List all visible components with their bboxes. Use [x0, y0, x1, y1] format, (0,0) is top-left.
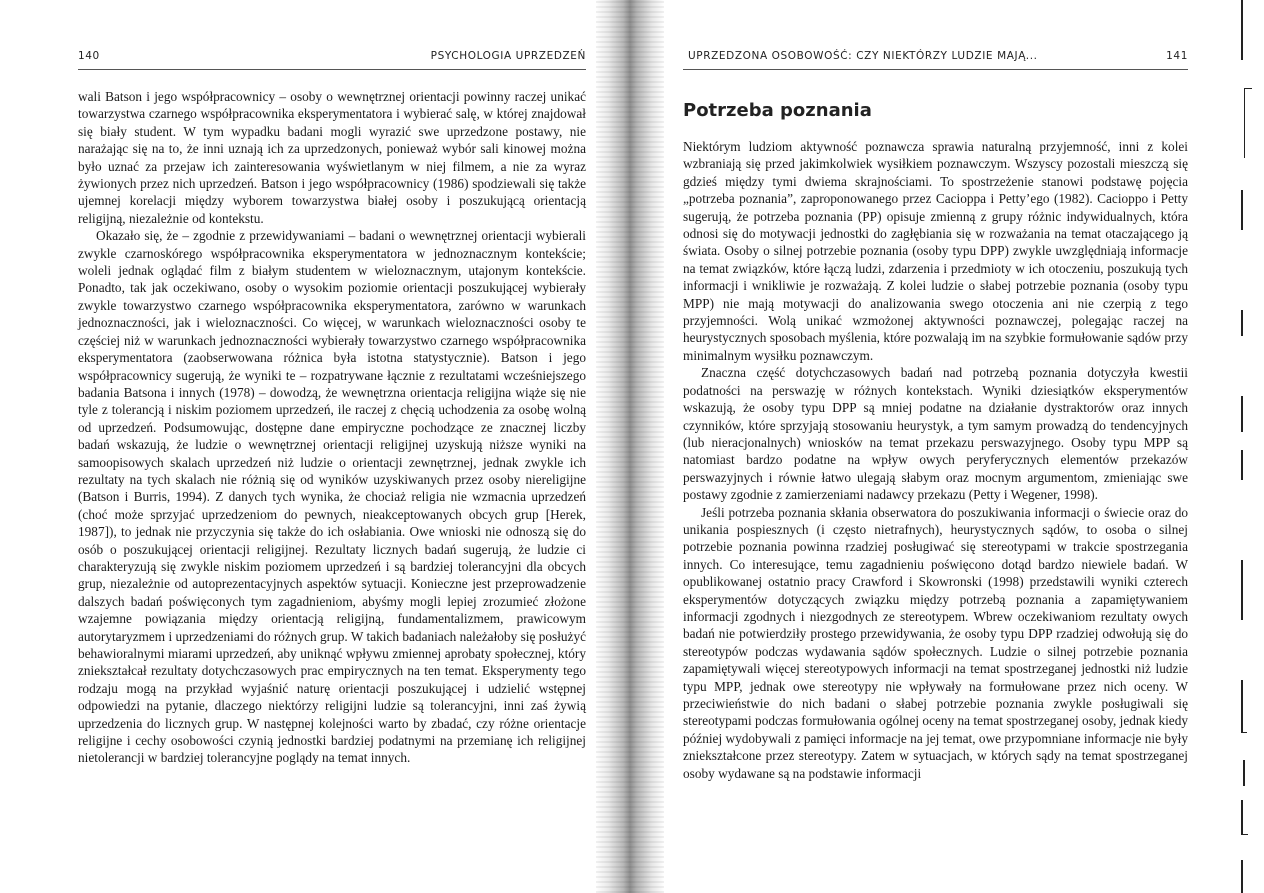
- right-header-rule: [683, 69, 1188, 70]
- margin-mark: [1241, 680, 1243, 732]
- margin-mark: [1241, 800, 1243, 834]
- margin-mark: [1241, 0, 1243, 60]
- right-paragraph-2: Znaczna część dotychczasowych badań nad potrzebą poznania dotyczyła kwestii podatności na perswazję w różnych kontekstach. Wyniki dziesiątków eksperymentów wskazują, że osoby typu DPP są mniej podatne na działanie dystraktorów oraz innych czynników, które sprzyjają stosowaniu heurystyk, a tym samym prowadzą do tendencyjnych (lub nieracjonalnych) wniosków na temat przekazu perswazyjnego. Osoby typu MPP są natomiast bardzo podatne na wpływ owych peryferycznych elementów przekazów perswazyjnych i równie łatwo ulegają słabym oraz mocnym argumentom, zmieniając swe postawy zgodnie z zamierzeniami nadawcy przekazu (Petty i Wegener, 1998).: [683, 365, 1188, 503]
- right-paragraph-1: Niektórym ludziom aktywność poznawcza sprawia naturalną przyjemność, inni z kolei wzbraniają się przed jakimkolwiek wysiłkiem poznawczym. Wszyscy pozostali mieszczą się gdzieś między tymi dwiema skrajnościami. To spostrzeżenie stanowi podstawę pojęcia „potrzeba poznania”, zaproponowanego przez Cacioppa i Petty’ego (1982). Cacioppo i Petty sugerują, że potrzeba poznania (PP) opisuje zmienną z grupy różnic indywidualnych, która odnosi się do motywacji jednostki do zagłębiania się w rozważania na temat otaczającego ją świata. Osoby o silnej potrzebie poznania (osoby typu DPP) zwykle uwzględniają informacje na temat związków, które łączą ludzi, zdarzenia i przedmioty w ich otoczeniu, poszukują tych informacji i wnikliwie je rozważają. Z kolei ludzie o słabej potrzebie poznania (osoby typu MPP) nie mają motywacji do analizowania swego otoczenia ani nie czerpią z tego przyjemności. Wolą unikać wzmożonej aktywności poznawczej, polegając raczej na heurystycznych sposobach myślenia, które pozwalają im na szybkie formułowanie sądów przy minimalnym wysiłku poznawczym.: [683, 139, 1188, 363]
- margin-mark: [1241, 396, 1243, 432]
- left-page: [0, 0, 600, 893]
- margin-mark: [1241, 834, 1248, 835]
- right-body-text: [683, 138, 1188, 782]
- section-heading: Potrzeba poznania: [683, 100, 872, 121]
- margin-mark: [1244, 88, 1252, 89]
- left-paragraph-1: wali Batson i jego współpracownicy – osoby o wewnętrznej orientacji powinny raczej unikać towarzystwa czarnego współpracownika eksperymentatora i wybierać salę, w której znajdował się biały student. W tym wypadku badani mogli wyrazić swe uprzedzone postawy, nie narażając się na to, że inni uznają ich za uprzedzonych, ponieważ wybór sali kinowej można było uznać za przejaw ich zainteresowania wyświetlanym w niej filmem, a nie za wyraz żywionych przez nich uprzedzeń. Batson i jego współpracownicy (1986) spodziewali się także ujemnej korelacji między wyborem towarzystwa białej osoby i poszukującą orientacją religijną, niezależnie od kontekstu.: [78, 89, 586, 226]
- margin-mark: [1241, 450, 1243, 480]
- book-gutter: [596, 0, 664, 893]
- margin-mark: [1241, 310, 1243, 336]
- scan-margin-marks: [1210, 0, 1264, 893]
- margin-mark: [1244, 88, 1245, 158]
- right-paragraph-3: Jeśli potrzeba poznania skłania obserwatora do poszukiwania informacji o świecie oraz do unikania pospiesznych (i często nietrafnych), heurystycznych sądów, to osoba o silnej potrzebie poznania powinna rzadziej posługiwać się stereotypami w trakcie spostrzegania innych. Co interesujące, temu zagadnieniu poświęcono dotąd bardzo niewiele badań. W opublikowanej ostatnio pracy Crawford i Skowronski (1998) przedstawili wyniki czterech eksperymentów dotyczących związku między potrzebą poznania a zapamiętywaniem informacji zgodnych i niezgodnych ze stereotypem. Wbrew oczekiwaniom rezultaty owych badań nie potwierdziły prostego przewidywania, że osoby typu DPP rzadziej odwołują się do stereotypów podczas wydawania sądów społecznych. Ludzie o silnej potrzebie poznania zapamiętywali więcej stereotypowych informacji na temat spostrzeganej jednostki niż ludzie typu MPP, jednak owe stereotypy nie wpływały na formułowane przez nich oceny. W przeciwieństwie do nich badani o słabej potrzebie poznania zwykle posługiwali się stereotypami podczas formułowania ogólnej oceny na temat spostrzeganej osoby, jednak kiedy później wydobywali z pamięci informacje na jej temat, owe przypomniane informacje nie były zniekształcone przez stereotypy. Zatem w sytuacjach, w których sądy na temat spostrzeganej osoby wydawane są na podstawie informacji: [683, 504, 1188, 781]
- left-running-head: [78, 50, 586, 66]
- left-paragraph-2: Okazało się, że – zgodnie z przewidywaniami – badani o wewnętrznej orientacji wybierali zwykle czarnoskórego współpracownika eksperymentatora w jednoznacznym kontekście; woleli jednak oglądać film z białym studentem w wieloznacznym, utajonym kontekście. Ponadto, tak jak oczekiwano, osoby o wysokim poziomie orientacji poszukującej wybierały zwykle towarzystwo czarnego współpracownika eksperymentatora, zarówno w warunkach jednoznaczności, jak i wieloznaczności. Co więcej, w warunkach wieloznaczności osoby te częściej niż w warunkach jednoznaczności wybierały towarzystwo czarnego współpracownika eksperymentatora (zaobserwowana różnica była istotna statystycznie). Batson i jego współpracownicy sugerują, że wyniki te – rozpatrywane łącznie z rezultatami wcześniejszego badania Batsona i innych (1978) – dowodzą, że wewnętrzna orientacja religijna wiąże się nie tyle z tolerancją i niskim poziomem uprzedzeń, ile raczej z chęcią uchodzenia za osobę wolną od uprzedzeń. Podsumowując, dostępne dane empiryczne pochodzące ze znacznej liczby badań wskazują, że ludzie o wewnętrznej orientacji religijnej uzyskują niższe wyniki na samoopisowych skalach uprzedzeń niż ludzie o orientacji zewnętrznej, jednak zwykle ich rezultaty na tych skalach nie różnią się od wyników uzyskiwanych przez osoby niereligijne (Batson i Burris, 1994). Z danych tych wynika, że chociaż religia nie wzmacnia uprzedzeń (choć może sprzyjać uprzedzeniom do pewnych, nieakceptowanych obcych grup [Herek, 1987]), to jednak nie przyczynia się także do ich osłabiania. Owe wnioski nie odnoszą się do osób o poszukującej orientacji religijnej. Rezultaty licznych badań sugerują, że ludzie ci charakteryzują się zwykle niskim poziomem uprzedzeń i są bardziej tolerancyjni dla obcych grup, niezależnie od autoprezentacyjnych aspektów sytuacji. Konieczne jest przeprowadzenie dalszych badań poświęconych tym zagadnieniom, abyśmy mogli lepiej zrozumieć złożone wzajemne powiązania między orientacją religijną, fundamentalizmem, prawicowym autorytaryzmem i uprzedzeniami do różnych grup. W takich badaniach należałoby się posłużyć behawioralnymi miarami uprzedzeń, aby uniknąć wpływu zmiennej aprobaty społecznej, który zniekształcał rezultaty dotychczasowych prac empirycznych na ten temat. Eksperymenty tego rodzaju mogą na przykład wyjaśnić naturę orientacji poszukującej i udzielić wstępnej odpowiedzi na pytanie, dlaczego niektórzy religijni ludzie są tolerancyjni, inni zaś żywią uprzedzenia do licznych grup. W następnej kolejności warto by zbadać, czy różne orientacje religijne i cechy osobowości czynią jednostki bardziej podatnymi na przemianę ich religijnej nietolerancji w bardziej tolerancyjne poglądy na temat innych.: [78, 228, 586, 766]
- margin-mark: [1241, 732, 1247, 733]
- margin-mark: [1241, 190, 1243, 230]
- right-page-number: 141: [1166, 50, 1188, 62]
- left-body-text: [78, 88, 586, 767]
- margin-mark: [1241, 860, 1243, 893]
- margin-mark: [1241, 560, 1243, 620]
- left-page-number: 140: [78, 50, 100, 62]
- left-header-rule: [78, 69, 586, 70]
- left-running-title: PSYCHOLOGIA UPRZEDZEŃ: [430, 50, 586, 62]
- right-running-title: UPRZEDZONA OSOBOWOŚĆ: CZY NIEKTÓRZY LUDZIE MAJĄ...: [688, 50, 1038, 62]
- margin-mark: [1243, 760, 1245, 786]
- right-running-head: [688, 50, 1188, 66]
